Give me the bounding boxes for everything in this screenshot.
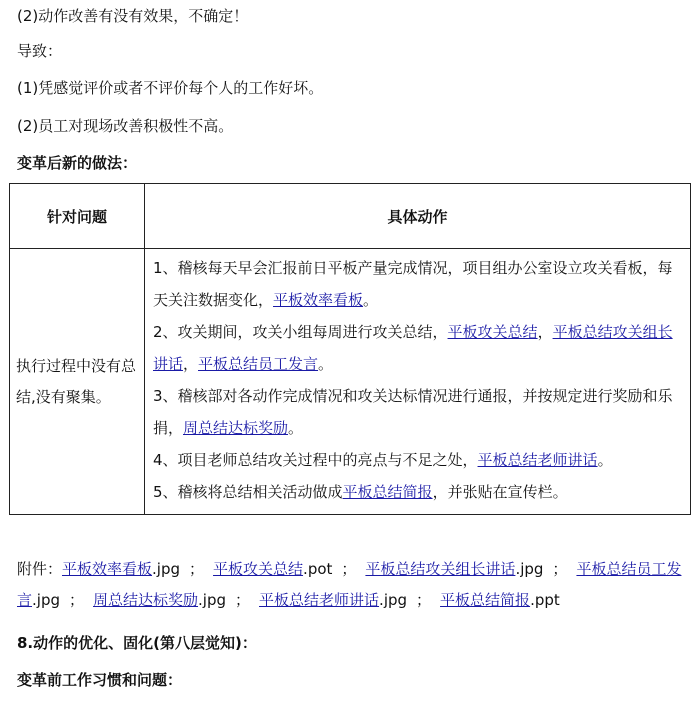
step-3-end: 。 [288, 419, 304, 437]
step-5-link[interactable]: 平板总结简报 [342, 483, 433, 501]
step-1-link[interactable]: 平板效率看板 [273, 291, 364, 309]
attachment-link[interactable]: 平板攻关总结 [213, 560, 304, 578]
attachment-ext: .jpg [152, 560, 181, 578]
attachment-separator: ； [69, 591, 85, 609]
table-header-row [10, 184, 691, 249]
attachment-separator: ； [235, 591, 251, 609]
attachment-separator: ； [416, 591, 432, 609]
step-1-text: 1、稽核每天早会汇报前日平板产量完成情况，项目组办公室设立攻关看板，每天关注数据变化， [153, 259, 673, 309]
attachment-separator: ； [552, 560, 568, 578]
attachment-link[interactable]: 平板总结员工发言 [17, 560, 682, 609]
attachment-ext: .jpg [32, 591, 60, 609]
attachment-ext: .jpg [515, 560, 544, 578]
attachments [17, 554, 687, 616]
step-5-text: 5、稽核将总结相关活动做成 [153, 483, 343, 501]
attachment-ext: .pot [303, 560, 333, 578]
step-4-link[interactable]: 平板总结老师讲话 [477, 451, 598, 469]
attachment-separator: ； [189, 560, 205, 578]
step-2-link-3[interactable]: 平板总结员工发言 [198, 355, 319, 373]
step-2-link-1[interactable]: 平板攻关总结 [447, 323, 538, 341]
section-8-subtitle: 变革前工作习惯和问题： [17, 671, 183, 689]
attachment-ext: .jpg [379, 591, 408, 609]
step-2-end: 。 [318, 355, 334, 373]
step-1-end: 。 [363, 291, 379, 309]
step-4 [153, 444, 682, 476]
step-2-sep-2: ， [183, 355, 199, 373]
step-2 [153, 316, 682, 380]
step-5 [153, 476, 682, 508]
step-2-text: 2、攻关期间，攻关小组每周进行攻关总结， [153, 323, 448, 341]
attachment-link[interactable]: 周总结达标奖励 [93, 591, 199, 609]
attachment-separator: ； [341, 560, 357, 578]
steps-cell [145, 249, 691, 515]
section-8-title: 8.动作的优化、固化(第八层觉知)： [17, 634, 257, 652]
issue-cell: 执行过程中没有总结,没有聚集。 [10, 249, 145, 515]
section-title: 变革后新的做法： [17, 154, 138, 172]
header-actions: 具体动作 [145, 184, 691, 249]
step-3 [153, 380, 682, 444]
step-4-text: 4、项目老师总结攻关过程中的亮点与不足之处， [153, 451, 478, 469]
step-3-link[interactable]: 周总结达标奖励 [183, 419, 289, 437]
step-5-end: ，并张贴在宣传栏。 [432, 483, 568, 501]
attachment-ext: .ppt [530, 591, 560, 609]
intro-line-1: (2)动作改善有没有效果，不确定！ [17, 7, 249, 25]
step-3-text: 3、稽核部对各动作完成情况和攻关达标情况进行通报，并按规定进行奖励和乐捐， [153, 387, 673, 437]
attachment-link[interactable]: 平板总结攻关组长讲话 [365, 560, 516, 578]
table-row [10, 249, 691, 515]
intro-line-2: 导致： [17, 42, 63, 60]
intro-line-4: (2)员工对现场改善积极性不高。 [17, 117, 234, 135]
intro-line-3: (1)凭感觉评价或者不评价每个人的工作好坏。 [17, 79, 324, 97]
step-4-end: 。 [597, 451, 613, 469]
attachment-link[interactable]: 平板总结老师讲话 [259, 591, 380, 609]
header-issue: 针对问题 [10, 184, 145, 249]
attachment-link[interactable]: 平板效率看板 [62, 560, 153, 578]
step-1 [153, 252, 682, 316]
attachment-link[interactable]: 平板总结简报 [440, 591, 531, 609]
actions-table [9, 183, 691, 515]
step-2-sep-1: ， [537, 323, 553, 341]
attachments-label: 附件： [17, 560, 63, 578]
step-2-link-2[interactable]: 平板总结攻关组长讲话 [153, 323, 673, 373]
attachment-ext: .jpg [198, 591, 227, 609]
